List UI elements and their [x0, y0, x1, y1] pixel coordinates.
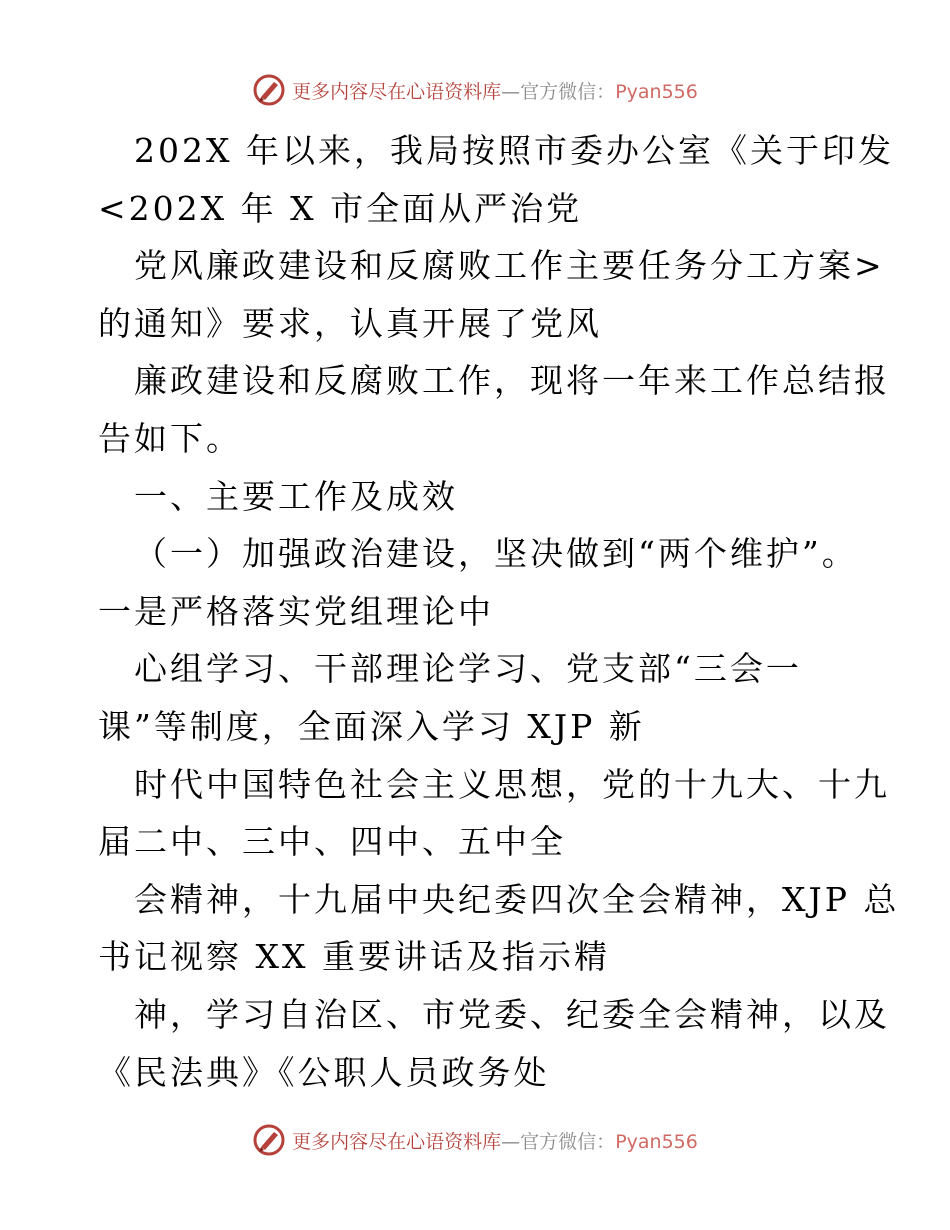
banner-dash: — — [501, 1130, 521, 1153]
banner-title: 更多内容尽在心语资料库 — [292, 1130, 502, 1153]
banner-wechat-id: Pyan556 — [615, 80, 698, 103]
pen-logo-icon — [252, 1123, 286, 1157]
header-banner — [0, 70, 950, 110]
text-line: 的通知》要求，认真开展了党风 — [98, 303, 602, 343]
text-line: 党风廉政建设和反腐败工作主要任务分工方案> — [134, 246, 885, 286]
text-line: 时代中国特色社会主义思想，党的十九大、十九 — [134, 764, 890, 804]
pen-logo-icon — [252, 73, 286, 107]
text-line: 课”等制度，全面深入学习 XJP 新 — [98, 706, 645, 746]
banner-dash: — — [501, 80, 521, 103]
banner-wechat-id: Pyan556 — [615, 1130, 698, 1153]
footer-banner — [0, 1120, 950, 1160]
banner-wechat-label: 官方微信： — [520, 80, 616, 103]
text-line: 一是严格落实党组理论中 — [98, 591, 494, 631]
text-line: 202X 年以来，我局按照市委办公室《关于印发 — [134, 131, 894, 170]
banner-text — [292, 77, 698, 104]
text-line: 书记视察 XX 重要讲话及指示精 — [98, 937, 610, 977]
text-line: 会精神，十九届中央纪委四次全会精神，XJP 总 — [134, 879, 900, 919]
banner-wechat-label: 官方微信： — [520, 1130, 616, 1153]
text-line: 届二中、三中、四中、五中全 — [98, 822, 566, 862]
text-line: <202X 年 X 市全面从严治党 — [98, 188, 583, 228]
text-line: 神，学习自治区、市党委、纪委全会精神，以及 — [134, 994, 890, 1034]
text-line: （一）加强政治建设，坚决做到“两个维护”。 — [134, 534, 858, 574]
text-line: 心组学习、干部理论学习、党支部“三会一 — [134, 649, 802, 689]
text-line: 廉政建设和反腐败工作，现将一年来工作总结报 — [134, 361, 890, 401]
document-body — [98, 122, 900, 1101]
text-line: 一、主要工作及成效 — [134, 476, 458, 516]
banner-text — [292, 1127, 698, 1154]
banner-title: 更多内容尽在心语资料库 — [292, 80, 502, 103]
text-line: 《民法典》《公职人员政务处 — [98, 1052, 550, 1092]
text-line: 告如下。 — [98, 418, 242, 458]
